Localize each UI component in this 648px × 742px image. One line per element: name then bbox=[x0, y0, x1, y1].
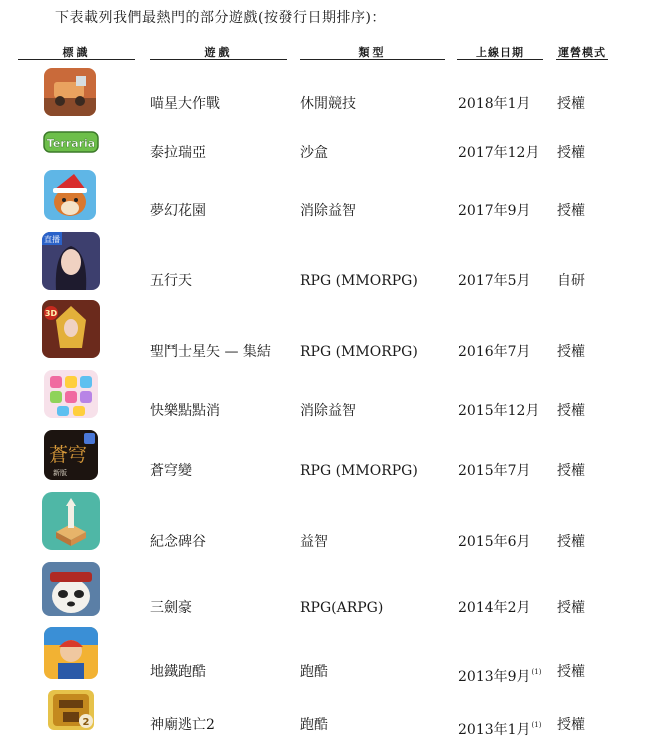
game-name: 快樂點點消 bbox=[150, 403, 220, 419]
temple-run-icon bbox=[48, 690, 94, 730]
game-genre: 跑酷 bbox=[300, 664, 328, 680]
operating-mode: 授權 bbox=[557, 96, 585, 112]
terraria-logo-text: Terraria bbox=[46, 137, 96, 150]
launch-date: 2015年12月 bbox=[458, 403, 540, 419]
launch-date: 2016年7月 bbox=[458, 344, 531, 360]
heroine-portrait-icon bbox=[42, 232, 100, 290]
game-genre: 休閒競技 bbox=[300, 96, 356, 112]
gold-saint-icon bbox=[42, 300, 100, 358]
operating-mode: 授權 bbox=[557, 203, 585, 219]
game-name: 地鐵跑酷 bbox=[150, 664, 206, 680]
game-name: 三劍豪 bbox=[150, 600, 192, 616]
panda-warrior-icon bbox=[42, 562, 100, 616]
calligraphy-logo-text: 蒼穹 bbox=[48, 444, 88, 466]
game-name: 五行天 bbox=[150, 273, 192, 289]
live-badge-text: 直播 bbox=[44, 235, 60, 244]
header-game: 遊戲 bbox=[150, 42, 287, 60]
game-genre: RPG(ARPG) bbox=[300, 600, 384, 616]
operating-mode: 授權 bbox=[557, 664, 585, 680]
launch-date: 2015年7月 bbox=[458, 463, 531, 479]
launch-date: 2017年5月 bbox=[458, 273, 531, 289]
game-genre: 沙盒 bbox=[300, 145, 328, 161]
game-name: 神廟逃亡2 bbox=[150, 717, 215, 733]
meow-star-battle-icon bbox=[44, 68, 96, 116]
launch-date: 2018年1月 bbox=[458, 96, 531, 112]
operating-mode: 授權 bbox=[557, 463, 585, 479]
operating-mode: 授權 bbox=[557, 534, 585, 550]
game-genre: 益智 bbox=[300, 534, 328, 550]
new-version-badge-text: 新版 bbox=[53, 469, 67, 477]
game-name: 泰拉瑞亞 bbox=[150, 145, 206, 161]
game-name: 蒼穹變 bbox=[150, 463, 192, 479]
calligraphy-logo-icon bbox=[44, 430, 98, 480]
game-genre: 跑酷 bbox=[300, 717, 328, 733]
fox-santa-hat-icon bbox=[44, 170, 96, 220]
footnote-mark: (1) bbox=[531, 668, 542, 676]
launch-date: 2017年9月 bbox=[458, 203, 531, 219]
subway-runner-icon bbox=[44, 627, 98, 679]
game-name: 紀念碑谷 bbox=[150, 534, 206, 550]
launch-date: 2015年6月 bbox=[458, 534, 531, 550]
header-mode: 運營模式 bbox=[556, 42, 608, 60]
operating-mode: 自研 bbox=[557, 273, 585, 289]
game-genre: 消除益智 bbox=[300, 203, 356, 219]
game-name: 夢幻花園 bbox=[150, 203, 206, 219]
header-genre: 類型 bbox=[300, 42, 445, 60]
monument-tower-icon bbox=[42, 492, 100, 550]
game-genre: 消除益智 bbox=[300, 403, 356, 419]
game-genre: RPG (MMORPG) bbox=[300, 463, 418, 479]
match-blocks-icon bbox=[44, 370, 98, 418]
operating-mode: 授權 bbox=[557, 600, 585, 616]
game-name: 聖鬥士星矢 — 集結 bbox=[150, 344, 271, 360]
operating-mode: 授權 bbox=[557, 344, 585, 360]
launch-date: 2013年9月$^{(1)}$ bbox=[458, 668, 542, 685]
sequel-badge-text: 2 bbox=[82, 717, 90, 728]
game-name: 喵星大作戰 bbox=[150, 96, 220, 112]
game-genre: RPG (MMORPG) bbox=[300, 273, 418, 289]
operating-mode: 授權 bbox=[557, 145, 585, 161]
operating-mode: 授權 bbox=[557, 717, 585, 733]
intro-text: 下表載列我們最熱門的部分遊戲(按發行日期排序)： bbox=[55, 10, 386, 26]
header-logo: 標識 bbox=[18, 42, 135, 60]
terraria-icon bbox=[42, 124, 100, 160]
game-genre: RPG (MMORPG) bbox=[300, 344, 418, 360]
launch-date: 2013年1月$^{(1)}$ bbox=[458, 721, 542, 738]
launch-date: 2014年2月 bbox=[458, 600, 531, 616]
header-date: 上線日期 bbox=[457, 42, 543, 60]
footnote-mark: (1) bbox=[531, 721, 542, 729]
operating-mode: 授權 bbox=[557, 403, 585, 419]
3d-badge-text: 3D bbox=[44, 309, 58, 318]
launch-date: 2017年12月 bbox=[458, 145, 540, 161]
